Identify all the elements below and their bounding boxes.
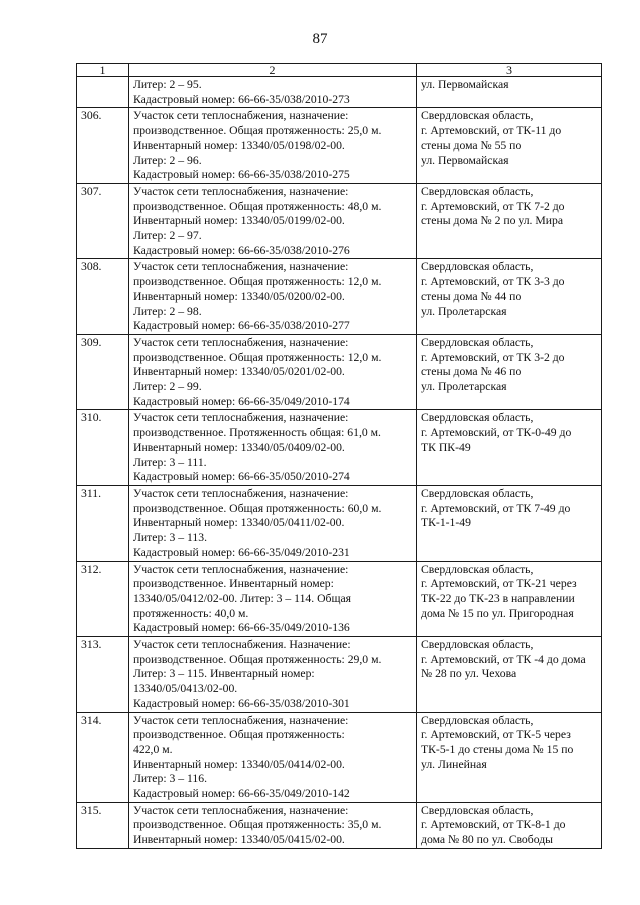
description-line: 13340/05/0413/02-00. bbox=[133, 682, 238, 696]
object-description bbox=[129, 259, 417, 335]
address-line: ТК-22 до ТК-23 в направлении bbox=[421, 591, 575, 605]
address-line: дома № 15 по ул. Пригородная bbox=[421, 606, 574, 620]
description-line: Литер: 2 – 96. bbox=[133, 153, 202, 167]
table-header-row bbox=[77, 64, 602, 77]
address-line: стены дома № 46 по bbox=[421, 365, 522, 379]
address-line: г. Артемовский, от ТК 3-3 до bbox=[421, 275, 565, 289]
row-number: 311. bbox=[77, 485, 129, 561]
description-line: производственное. Общая протяженность: 29,0 м. bbox=[133, 652, 382, 666]
description-line: Участок сети теплоснабжения, назначение: bbox=[133, 411, 349, 425]
object-address bbox=[417, 637, 602, 713]
address-line: Свердловская область, bbox=[421, 260, 534, 274]
description-line: 422,0 м. bbox=[133, 742, 173, 756]
address-line: г. Артемовский, от ТК 7-49 до bbox=[421, 501, 571, 515]
description-line: Литер: 3 – 116. bbox=[133, 772, 208, 786]
address-line: Свердловская область, bbox=[421, 411, 534, 425]
table-body bbox=[77, 77, 602, 849]
description-line: Участок сети теплоснабжения, назначение: bbox=[133, 184, 349, 198]
description-line: Кадастровый номер: 66-66-35/049/2010-174 bbox=[133, 394, 350, 408]
address-line: г. Артемовский, от ТК-0-49 до bbox=[421, 426, 572, 440]
description-line: производственное. Общая протяженность: 12,0 м. bbox=[133, 350, 382, 364]
description-line: Инвентарный номер: 13340/05/0409/02-00. bbox=[133, 440, 345, 454]
address-line: г. Артемовский, от ТК 7-2 до bbox=[421, 199, 565, 213]
address-line: г. Артемовский, от ТК -4 до дома bbox=[421, 652, 586, 666]
row-number: 307. bbox=[77, 183, 129, 259]
address-line: стены дома № 44 по bbox=[421, 289, 522, 303]
object-address bbox=[417, 485, 602, 561]
table-row bbox=[77, 485, 602, 561]
description-line: Литер: 2 – 95. bbox=[133, 78, 202, 91]
address-line: Свердловская область, bbox=[421, 184, 534, 198]
table-row bbox=[77, 410, 602, 486]
address-line: г. Артемовский, от ТК-11 до bbox=[421, 124, 562, 138]
address-line: стены дома № 55 по bbox=[421, 138, 522, 152]
description-line: Участок сети теплоснабжения, назначение: bbox=[133, 713, 349, 727]
table-row bbox=[77, 712, 602, 802]
table-row bbox=[77, 259, 602, 335]
object-address bbox=[417, 802, 602, 848]
table-row bbox=[77, 637, 602, 713]
object-description bbox=[129, 334, 417, 410]
description-line: Участок сети теплоснабжения, назначение: bbox=[133, 803, 349, 817]
address-line: г. Артемовский, от ТК-5 через bbox=[421, 728, 571, 742]
description-line: производственное. Общая протяженность: 35,0 м. bbox=[133, 818, 382, 832]
address-line: Свердловская область, bbox=[421, 713, 534, 727]
object-description bbox=[129, 183, 417, 259]
address-line: Свердловская область, bbox=[421, 803, 534, 817]
address-line: ТК-1-1-49 bbox=[421, 516, 471, 530]
address-line: Свердловская область, bbox=[421, 562, 534, 576]
row-number bbox=[77, 77, 129, 108]
address-line: ул. Первомайская bbox=[421, 153, 509, 167]
description-line: Литер: 3 – 111. bbox=[133, 455, 207, 469]
description-line: производственное. Общая протяженность: bbox=[133, 728, 345, 742]
description-line: Литер: 2 – 97. bbox=[133, 229, 202, 243]
table-row bbox=[77, 334, 602, 410]
row-number: 313. bbox=[77, 637, 129, 713]
description-line: Литер: 2 – 99. bbox=[133, 380, 202, 394]
description-line: Кадастровый номер: 66-66-35/049/2010-142 bbox=[133, 787, 350, 801]
table-row bbox=[77, 802, 602, 848]
row-number: 308. bbox=[77, 259, 129, 335]
description-line: Инвентарный номер: 13340/05/0411/02-00. bbox=[133, 516, 345, 530]
table-row bbox=[77, 77, 602, 108]
address-line: Свердловская область, bbox=[421, 638, 534, 652]
column-header: 1 bbox=[77, 64, 129, 77]
address-line: ул. Первомайская bbox=[421, 78, 509, 91]
object-description bbox=[129, 410, 417, 486]
object-description bbox=[129, 77, 417, 108]
description-line: производственное. Общая протяженность: 60,0 м. bbox=[133, 501, 382, 515]
table-row bbox=[77, 183, 602, 259]
address-line: г. Артемовский, от ТК-21 через bbox=[421, 577, 577, 591]
description-line: Кадастровый номер: 66-66-35/049/2010-231 bbox=[133, 545, 350, 559]
description-line: производственное. Общая протяженность: 12,0 м. bbox=[133, 275, 382, 289]
description-line: Инвентарный номер: 13340/05/0201/02-00. bbox=[133, 365, 345, 379]
row-number: 314. bbox=[77, 712, 129, 802]
description-line: производственное. Инвентарный номер: bbox=[133, 577, 334, 591]
object-description bbox=[129, 108, 417, 184]
register-table bbox=[76, 63, 602, 849]
description-line: Инвентарный номер: 13340/05/0415/02-00. bbox=[133, 833, 345, 847]
object-address bbox=[417, 183, 602, 259]
description-line: Участок сети теплоснабжения. Назначение: bbox=[133, 638, 351, 652]
page-number: 87 bbox=[312, 31, 328, 47]
address-line: ул. Пролетарская bbox=[421, 380, 507, 394]
address-line: Свердловская область, bbox=[421, 486, 534, 500]
address-line: № 28 по ул. Чехова bbox=[421, 667, 517, 681]
address-line: г. Артемовский, от ТК 3-2 до bbox=[421, 350, 565, 364]
description-line: Кадастровый номер: 66-66-35/038/2010-277 bbox=[133, 319, 350, 333]
address-line: Свердловская область, bbox=[421, 335, 534, 349]
row-number: 306. bbox=[77, 108, 129, 184]
address-line: ул. Пролетарская bbox=[421, 304, 507, 318]
address-line: дома № 80 по ул. Свободы bbox=[421, 833, 554, 847]
description-line: Литер: 3 – 113. bbox=[133, 531, 208, 545]
object-description bbox=[129, 802, 417, 848]
description-line: Инвентарный номер: 13340/05/0199/02-00. bbox=[133, 214, 345, 228]
object-address bbox=[417, 561, 602, 637]
description-line: производственное. Протяженность общая: 61,0 м. bbox=[133, 426, 381, 440]
object-description bbox=[129, 712, 417, 802]
object-address bbox=[417, 259, 602, 335]
object-description bbox=[129, 561, 417, 637]
description-line: Кадастровый номер: 66-66-35/038/2010-301 bbox=[133, 696, 350, 710]
object-address bbox=[417, 712, 602, 802]
row-number: 309. bbox=[77, 334, 129, 410]
description-line: протяженность: 40,0 м. bbox=[133, 606, 249, 620]
table-row bbox=[77, 108, 602, 184]
description-line: Литер: 3 – 115. Инвентарный номер: bbox=[133, 667, 315, 681]
table-row bbox=[77, 561, 602, 637]
description-line: Участок сети теплоснабжения, назначение: bbox=[133, 486, 349, 500]
description-line: Участок сети теплоснабжения, назначение: bbox=[133, 562, 349, 576]
description-line: Инвентарный номер: 13340/05/0198/02-00. bbox=[133, 138, 345, 152]
address-line: стены дома № 2 по ул. Мира bbox=[421, 214, 564, 228]
address-line: ТК-5-1 до стены дома № 15 по bbox=[421, 742, 574, 756]
description-line: производственное. Общая протяженность: 48,0 м. bbox=[133, 199, 382, 213]
description-line: производственное. Общая протяженность: 25,0 м. bbox=[133, 124, 382, 138]
description-line: Участок сети теплоснабжения, назначение: bbox=[133, 260, 349, 274]
row-number: 315. bbox=[77, 802, 129, 848]
object-description bbox=[129, 485, 417, 561]
object-address bbox=[417, 77, 602, 108]
object-address bbox=[417, 108, 602, 184]
description-line: Кадастровый номер: 66-66-35/050/2010-274 bbox=[133, 470, 350, 484]
description-line: Инвентарный номер: 13340/05/0414/02-00. bbox=[133, 757, 345, 771]
description-line: Кадастровый номер: 66-66-35/038/2010-276 bbox=[133, 243, 350, 257]
description-line: Участок сети теплоснабжения, назначение: bbox=[133, 335, 349, 349]
description-line: Литер: 2 – 98. bbox=[133, 304, 202, 318]
column-header: 2 bbox=[129, 64, 417, 77]
description-line: Кадастровый номер: 66-66-35/038/2010-273 bbox=[133, 92, 350, 106]
description-line: Инвентарный номер: 13340/05/0200/02-00. bbox=[133, 289, 345, 303]
row-number: 310. bbox=[77, 410, 129, 486]
address-line: Свердловская область, bbox=[421, 109, 534, 123]
description-line: Участок сети теплоснабжения, назначение: bbox=[133, 109, 349, 123]
object-address bbox=[417, 334, 602, 410]
address-line: г. Артемовский, от ТК-8-1 до bbox=[421, 818, 566, 832]
row-number: 312. bbox=[77, 561, 129, 637]
address-line: ул. Линейная bbox=[421, 757, 487, 771]
object-description bbox=[129, 637, 417, 713]
description-line: 13340/05/0412/02-00. Литер: 3 – 114. Общая bbox=[133, 591, 352, 605]
description-line: Кадастровый номер: 66-66-35/049/2010-136 bbox=[133, 621, 350, 635]
object-address bbox=[417, 410, 602, 486]
address-line: ТК ПК-49 bbox=[421, 440, 471, 454]
description-line: Кадастровый номер: 66-66-35/038/2010-275 bbox=[133, 168, 350, 182]
column-header: 3 bbox=[417, 64, 602, 77]
